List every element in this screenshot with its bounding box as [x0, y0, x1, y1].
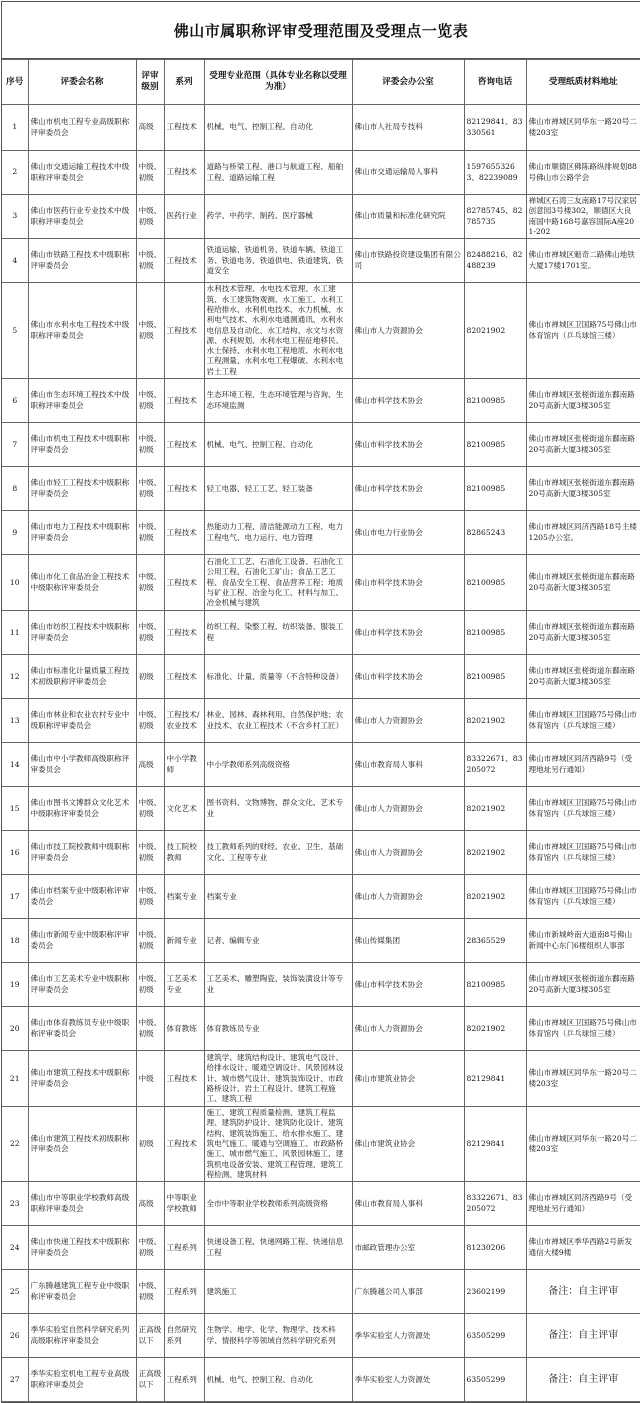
table-row	[2, 875, 640, 919]
cell-phone: 82785745、82785735	[464, 195, 526, 239]
cell-series: 工程技术	[164, 423, 204, 467]
cell-office: 佛山市科学技术协会	[352, 963, 464, 1007]
col-header-scope: 受理专业范围（具体专业名称以受理为准）	[204, 60, 352, 105]
cell-seq: 24	[2, 1226, 28, 1270]
cell-address: 佛山市禅城区张槎街道东鄱南路20号高新大厦3楼305室	[526, 655, 640, 699]
cell-committee: 佛山市工艺美术专业中级职称评审委员会	[28, 963, 136, 1007]
cell-committee: 季华实验室自然科学研究系列高级职称评审委员会	[28, 1314, 136, 1358]
cell-scope: 生物学、地学、化学、物理学、技术科学、情报科学等领域自然科学研究系列	[204, 1314, 352, 1358]
cell-office: 佛山市人社局专技科	[352, 105, 464, 151]
cell-series: 工程系列	[164, 1270, 204, 1314]
cell-committee: 佛山市体育教练员专业中级职称评审委员会	[28, 1007, 136, 1051]
cell-seq: 20	[2, 1007, 28, 1051]
cell-series: 工程技术	[164, 555, 204, 611]
cell-phone: 81230206	[464, 1226, 526, 1270]
cell-phone: 82021902	[464, 283, 526, 379]
table-row	[2, 379, 640, 423]
cell-address: 佛山市禅城区张槎街道东鄱南路20号高新大厦3楼305室	[526, 611, 640, 655]
cell-series: 工程技术	[164, 239, 204, 283]
cell-phone: 82100985	[464, 611, 526, 655]
cell-scope: 建筑学、建筑结构设计、建筑电气设计、给排水设计、暖通空调设计、风景园林设计、城市燃气设计、建筑装饰设计、市政路桥设计、岩土工程设计、建筑工程施工、建筑工程	[204, 1051, 352, 1107]
cell-committee: 佛山市交通运输工程技术中级职称评审委员会	[28, 151, 136, 195]
cell-level: 中级、初级	[136, 283, 164, 379]
cell-series: 工程技术	[164, 283, 204, 379]
cell-phone: 23602199	[464, 1270, 526, 1314]
table-row	[2, 1107, 640, 1182]
cell-scope: 机械、电气、控制工程、自动化	[204, 105, 352, 151]
cell-phone: 82021902	[464, 1007, 526, 1051]
cell-seq: 27	[2, 1358, 28, 1402]
table-row	[2, 1358, 640, 1402]
cell-address: 佛山市禅城区季华西路2号新发通信大楼9楼	[526, 1226, 640, 1270]
cell-address: 佛山市禅城区卫国路75号佛山市体育馆内（乒乓球馆三楼）	[526, 1007, 640, 1051]
cell-seq: 1	[2, 105, 28, 151]
cell-office: 佛山市电力行业协会	[352, 511, 464, 555]
document-title: 佛山市属职称评审受理范围及受理点一览表	[2, 2, 640, 59]
cell-scope: 铁道运输、铁道机务、铁道车辆、铁道工务、铁道电务、铁道供电、铁道建筑、铁道安全	[204, 239, 352, 283]
cell-level: 中级、初级	[136, 423, 164, 467]
table-row	[2, 1314, 640, 1358]
cell-committee: 佛山市电力工程技术中级职称评审委员会	[28, 511, 136, 555]
cell-note: 备注：自主评审	[526, 1270, 640, 1314]
cell-committee: 佛山市图书文博群众文化艺术中级职称评审委员会	[28, 787, 136, 831]
cell-seq: 15	[2, 787, 28, 831]
cell-committee: 佛山市技工院校教师中级职称评审委员会	[28, 831, 136, 875]
cell-phone: 63505299	[464, 1358, 526, 1402]
cell-address: 佛山市顺德区佛陈路纵排规划88号佛山市公路学会	[526, 151, 640, 195]
cell-level: 中级、初级	[136, 963, 164, 1007]
cell-scope: 体育教练员专业	[204, 1007, 352, 1051]
cell-office: 佛山传媒集团	[352, 919, 464, 963]
cell-level: 中级、初级	[136, 699, 164, 743]
col-header-phone: 咨询电话	[464, 60, 526, 105]
cell-series: 自然研究系列	[164, 1314, 204, 1358]
cell-seq: 22	[2, 1107, 28, 1182]
sheet	[1, 1, 640, 1403]
cell-phone: 82129841	[464, 1051, 526, 1107]
cell-level: 高级	[136, 105, 164, 151]
table-row	[2, 195, 640, 239]
cell-series: 工程系列	[164, 1226, 204, 1270]
cell-committee: 佛山市纺织工程技术中级职称评审委员会	[28, 611, 136, 655]
cell-address: 佛山市禅城区卫国路75号佛山市体育馆内（乒乓球馆三楼）	[526, 787, 640, 831]
table-row	[2, 1051, 640, 1107]
table-row	[2, 919, 640, 963]
col-header-seq: 序号	[2, 60, 28, 105]
cell-committee: 佛山市水利水电工程技术中级职称评审委员会	[28, 283, 136, 379]
table-row	[2, 1226, 640, 1270]
cell-address: 佛山市禅城区同济西路9号（受理地址另行通知）	[526, 743, 640, 787]
table-row	[2, 511, 640, 555]
cell-level: 中级、初级	[136, 831, 164, 875]
cell-seq: 19	[2, 963, 28, 1007]
cell-office: 佛山市科学技术协会	[352, 555, 464, 611]
cell-scope: 标准化、计量、质量等（不含特种设备）	[204, 655, 352, 699]
table-row	[2, 423, 640, 467]
cell-committee: 佛山市林业和农业农村专业中级职称评审委员会	[28, 699, 136, 743]
cell-scope: 工艺美术、雕塑陶瓷、装饰装潢设计等专业	[204, 963, 352, 1007]
cell-seq: 12	[2, 655, 28, 699]
cell-address: 佛山市禅城区卫国路75号佛山市体育馆内（乒乓球馆三楼）	[526, 283, 640, 379]
cell-seq: 4	[2, 239, 28, 283]
cell-scope: 建筑施工	[204, 1270, 352, 1314]
table-row	[2, 1182, 640, 1226]
cell-level: 中级、初级	[136, 555, 164, 611]
cell-committee: 佛山市建筑工程技术初级职称评审委员会	[28, 1107, 136, 1182]
table-row	[2, 239, 640, 283]
cell-seq: 14	[2, 743, 28, 787]
cell-address: 佛山市禅城区同济西路9号（受理地址另行通知）	[526, 1182, 640, 1226]
cell-series: 工程系列	[164, 1358, 204, 1402]
cell-series: 工程技术	[164, 105, 204, 151]
cell-seq: 21	[2, 1051, 28, 1107]
cell-scope: 纺织工程、染整工程、纺织装备、服装工程	[204, 611, 352, 655]
cell-level: 中级、初级	[136, 511, 164, 555]
cell-level: 中级、初级	[136, 1270, 164, 1314]
cell-scope: 机械、电气、控制工程、自动化	[204, 1358, 352, 1402]
cell-office: 佛山市建筑业协会	[352, 1107, 464, 1182]
cell-office: 广东腾越公司人事部	[352, 1270, 464, 1314]
cell-phone: 28365529	[464, 919, 526, 963]
cell-series: 工程技术	[164, 655, 204, 699]
cell-committee: 佛山市中小学教师高级职称评审委员会	[28, 743, 136, 787]
cell-office: 佛山市建筑业协会	[352, 1051, 464, 1107]
cell-committee: 佛山市生态环境工程技术中级职称评审委员会	[28, 379, 136, 423]
cell-committee: 佛山市轻工工程技术中级职称评审委员会	[28, 467, 136, 511]
cell-phone: 83322671、83205072	[464, 1182, 526, 1226]
cell-series: 工程技术	[164, 151, 204, 195]
cell-note: 备注：自主评审	[526, 1358, 640, 1402]
cell-phone: 82488216、82488239	[464, 239, 526, 283]
cell-phone: 82100985	[464, 963, 526, 1007]
cell-address: 佛山市新城岭南大道南8号佛山新闻中心东门6楼组织人事部	[526, 919, 640, 963]
cell-address: 佛山市禅城区张槎街道东鄱南路20号高新大厦3楼305室	[526, 555, 640, 611]
cell-phone: 82021902	[464, 699, 526, 743]
cell-series: 工程技术/农业技术	[164, 699, 204, 743]
cell-scope: 机械、电气、控制工程、自动化	[204, 423, 352, 467]
cell-phone: 63505299	[464, 1314, 526, 1358]
cell-seq: 8	[2, 467, 28, 511]
col-header-series: 系列	[164, 60, 204, 105]
cell-scope: 技工教师系列的财经、农业、卫生、基础文化、工程等专业	[204, 831, 352, 875]
table-row	[2, 1270, 640, 1314]
cell-committee: 佛山市中等职业学校教师高级职称评审委员会	[28, 1182, 136, 1226]
cell-series: 工程技术	[164, 379, 204, 423]
cell-office: 佛山市人力资源协会	[352, 787, 464, 831]
cell-office: 佛山市人力资源协会	[352, 699, 464, 743]
cell-phone: 82100985	[464, 423, 526, 467]
cell-address: 佛山市禅城区同华东一路20号二楼203室	[526, 1051, 640, 1107]
cell-address: 佛山市禅城区卫国路75号佛山市体育馆内（乒乓球馆三楼）	[526, 831, 640, 875]
cell-scope: 生态环境工程、生态环境管理与咨询、生态环境监测	[204, 379, 352, 423]
cell-seq: 26	[2, 1314, 28, 1358]
table-row	[2, 283, 640, 379]
cell-scope: 快递设备工程、快递网路工程、快递信息工程	[204, 1226, 352, 1270]
cell-office: 佛山市教育局人事科	[352, 743, 464, 787]
cell-level: 中级、初级	[136, 787, 164, 831]
cell-level: 中级、初级	[136, 379, 164, 423]
cell-series: 工程技术	[164, 1051, 204, 1107]
cell-series: 工程技术	[164, 467, 204, 511]
cell-office: 佛山市人力资源协会	[352, 875, 464, 919]
table-row	[2, 743, 640, 787]
cell-scope: 全市中等职业学校教师系列高级资格	[204, 1182, 352, 1226]
cell-seq: 10	[2, 555, 28, 611]
cell-address: 佛山市禅城区张槎街道东鄱南路20号高新大厦3楼305室	[526, 379, 640, 423]
cell-seq: 13	[2, 699, 28, 743]
cell-phone: 15976553263、82239089	[464, 151, 526, 195]
table-row	[2, 963, 640, 1007]
cell-seq: 2	[2, 151, 28, 195]
cell-level: 中级、初级	[136, 467, 164, 511]
cell-phone: 82865243	[464, 511, 526, 555]
cell-scope: 道路与桥梁工程、港口与航道工程、船舶工程、道路运输工程	[204, 151, 352, 195]
cell-series: 中等职业学校教师	[164, 1182, 204, 1226]
table-row	[2, 555, 640, 611]
cell-level: 中级、初级	[136, 611, 164, 655]
cell-scope: 中小学教师系列高级资格	[204, 743, 352, 787]
cell-level: 正高级以下	[136, 1314, 164, 1358]
col-header-committee: 评委会名称	[28, 60, 136, 105]
cell-office: 佛山市铁路投资建设集团有限公司	[352, 239, 464, 283]
cell-address: 佛山市禅城区卫国路75号佛山市体育馆内（乒乓球馆三楼）	[526, 699, 640, 743]
table-row	[2, 151, 640, 195]
cell-phone: 82100985	[464, 555, 526, 611]
cell-phone: 82021902	[464, 831, 526, 875]
table-body	[2, 105, 640, 1402]
cell-office: 佛山市科学技术协会	[352, 423, 464, 467]
cell-scope: 档案专业	[204, 875, 352, 919]
cell-committee: 佛山市标准化计量质量工程技术初级职称评审委员会	[28, 655, 136, 699]
cell-level: 中级、初级	[136, 1007, 164, 1051]
header-row	[2, 60, 640, 105]
cell-committee: 佛山市化工食品冶金工程技术中级职称评审委员会	[28, 555, 136, 611]
cell-phone: 82100985	[464, 379, 526, 423]
cell-address: 佛山市禅城区同华东一路20号二楼203室	[526, 105, 640, 151]
cell-series: 工艺美术专业	[164, 963, 204, 1007]
cell-series: 档案专业	[164, 875, 204, 919]
cell-series: 工程技术	[164, 611, 204, 655]
cell-seq: 25	[2, 1270, 28, 1314]
cell-office: 佛山市交通运输局人事科	[352, 151, 464, 195]
cell-address: 佛山市禅城区魁奇二路佛山地铁大厦17楼1701室。	[526, 239, 640, 283]
cell-seq: 5	[2, 283, 28, 379]
cell-level: 初级	[136, 655, 164, 699]
cell-level: 中级、初级	[136, 919, 164, 963]
cell-series: 体育教练	[164, 1007, 204, 1051]
cell-address: 佛山市禅城区张槎街道东鄱南路20号高新大厦3楼305室	[526, 467, 640, 511]
cell-seq: 16	[2, 831, 28, 875]
table-row	[2, 655, 640, 699]
registry-table	[2, 59, 640, 1402]
cell-series: 新闻专业	[164, 919, 204, 963]
table-row	[2, 699, 640, 743]
cell-level: 高级	[136, 1182, 164, 1226]
cell-office: 佛山市质量和标准化研究院	[352, 195, 464, 239]
cell-committee: 佛山市医药行业专业技术中级职称评审委员会	[28, 195, 136, 239]
cell-office: 佛山市人力资源协会	[352, 831, 464, 875]
cell-phone: 82021902	[464, 875, 526, 919]
cell-series: 中小学教师	[164, 743, 204, 787]
cell-address: 佛山市禅城区张槎街道东鄱南路20号高新大厦3楼305室	[526, 423, 640, 467]
cell-office: 佛山市人力资源协会	[352, 283, 464, 379]
cell-office: 佛山市科学技术协会	[352, 655, 464, 699]
cell-scope: 图书资料、文物博物、群众文化、艺术专业	[204, 787, 352, 831]
cell-seq: 3	[2, 195, 28, 239]
cell-scope: 轻工电器、轻工工艺、轻工装备	[204, 467, 352, 511]
cell-address: 佛山市禅城区同华东一路20号二楼203室	[526, 1107, 640, 1182]
cell-seq: 7	[2, 423, 28, 467]
cell-phone: 82100985	[464, 655, 526, 699]
cell-address: 佛山市禅城区同济西路18号主楼1205办公室。	[526, 511, 640, 555]
table-row	[2, 1007, 640, 1051]
cell-committee: 季华实验室机电工程专业高级职称评审委员会	[28, 1358, 136, 1402]
cell-office: 佛山市科学技术协会	[352, 611, 464, 655]
cell-office: 季华实验室人力资源处	[352, 1314, 464, 1358]
table-row	[2, 611, 640, 655]
cell-scope: 林业、园林、森林利用、自然保护地；农业技术、农业工程技术（不含乡村工匠）	[204, 699, 352, 743]
cell-address: 佛山市禅城区卫国路75号佛山市体育馆内（乒乓球馆三楼）	[526, 875, 640, 919]
cell-scope: 热能动力工程、清洁能源动力工程、电力工程电气、电力运行、电力管理	[204, 511, 352, 555]
cell-seq: 6	[2, 379, 28, 423]
table-row	[2, 467, 640, 511]
cell-phone: 83322671、83205072	[464, 743, 526, 787]
cell-office: 佛山市教育局人事科	[352, 1182, 464, 1226]
cell-office: 佛山市科学技术协会	[352, 379, 464, 423]
cell-series: 工程技术	[164, 1107, 204, 1182]
cell-office: 佛山市人力资源协会	[352, 1007, 464, 1051]
cell-committee: 佛山市新闻专业中级职称评审委员会	[28, 919, 136, 963]
cell-address: 佛山市禅城区张槎街道东鄱南路20号高新大厦3楼305室	[526, 963, 640, 1007]
cell-scope: 施工、建筑工程质量检测、建筑工程监理、建筑防护设计、建筑防化设计、建筑结构、建筑装饰施工、给水排水施工、建筑电气施工、暖通与空调施工、市政路桥施工、城市燃气施工、风景园林施工、建筑机电设备安装、建筑工程管理、建筑工程检测、建筑材料	[204, 1107, 352, 1182]
table-row	[2, 831, 640, 875]
cell-office: 季华实验室人力资源处	[352, 1358, 464, 1402]
cell-series: 医药行业	[164, 195, 204, 239]
cell-address: 禅城区石湾三友南路17号汉家居创意园3号楼302，顺德区大良南国中路168号嘉容国际A座201-202	[526, 195, 640, 239]
cell-level: 中级、初级	[136, 151, 164, 195]
cell-level: 中级、初级	[136, 239, 164, 283]
cell-scope: 水利技术管理、水电技术管理、水工建筑、水工建筑物观测、水工施工、水利工程给排水、水利机电技术、水力机械、水利电气技术、水利水电通测通讯、水利水电信息及自动化、水工结构、水文与水资源、水利规划、水利水电工程征地移民、水土保持、水利水电工程地质、水利水电工程测量、水利水电工程爆破、水利水电岩土工程	[204, 283, 352, 379]
cell-level: 高级	[136, 743, 164, 787]
table-row	[2, 105, 640, 151]
cell-scope: 药学、中药学、制药、医疗器械	[204, 195, 352, 239]
cell-committee: 佛山市建筑工程技术中级职称评审委员会	[28, 1051, 136, 1107]
col-header-level: 评审级别	[136, 60, 164, 105]
col-header-address: 受理纸质材料地址	[526, 60, 640, 105]
cell-level: 中级、初级	[136, 195, 164, 239]
cell-committee: 广东腾越建筑工程专业中级职称评审委员会	[28, 1270, 136, 1314]
cell-committee: 佛山市快递工程技术中级职称评审委员会	[28, 1226, 136, 1270]
cell-level: 初级	[136, 1107, 164, 1182]
cell-seq: 11	[2, 611, 28, 655]
cell-level: 正高级以下	[136, 1358, 164, 1402]
cell-scope: 石油化工工艺、石油化工设备、石油化工公用工程、石油化工矿山；食品工艺工程、食品安全工程、食品营养工程；地质与矿业工程、冶金与化工、材料与加工、冶金机械与建筑	[204, 555, 352, 611]
cell-phone: 82129841	[464, 1107, 526, 1182]
col-header-office: 评委会办公室	[352, 60, 464, 105]
cell-phone: 82129841、83330561	[464, 105, 526, 151]
cell-committee: 佛山市档案专业中级职称评审委员会	[28, 875, 136, 919]
cell-series: 文化艺术	[164, 787, 204, 831]
cell-scope: 记者、编辑专业	[204, 919, 352, 963]
cell-office: 市邮政管理办公室	[352, 1226, 464, 1270]
cell-series: 工程技术	[164, 511, 204, 555]
cell-seq: 23	[2, 1182, 28, 1226]
cell-committee: 佛山市铁路工程技术中级职称评审委员会	[28, 239, 136, 283]
cell-committee: 佛山市机电工程技术中级职称评审委员会	[28, 423, 136, 467]
cell-level: 中级、初级	[136, 875, 164, 919]
cell-seq: 18	[2, 919, 28, 963]
cell-committee: 佛山市机电工程专业高级职称评审委员会	[28, 105, 136, 151]
table-row	[2, 787, 640, 831]
cell-seq: 9	[2, 511, 28, 555]
cell-phone: 82021902	[464, 787, 526, 831]
cell-level: 中级	[136, 1051, 164, 1107]
cell-phone: 82100985	[464, 467, 526, 511]
cell-note: 备注：自主评审	[526, 1314, 640, 1358]
cell-level: 中级、初级	[136, 1226, 164, 1270]
cell-series: 技工院校教师	[164, 831, 204, 875]
cell-office: 佛山市科学技术协会	[352, 467, 464, 511]
cell-seq: 17	[2, 875, 28, 919]
